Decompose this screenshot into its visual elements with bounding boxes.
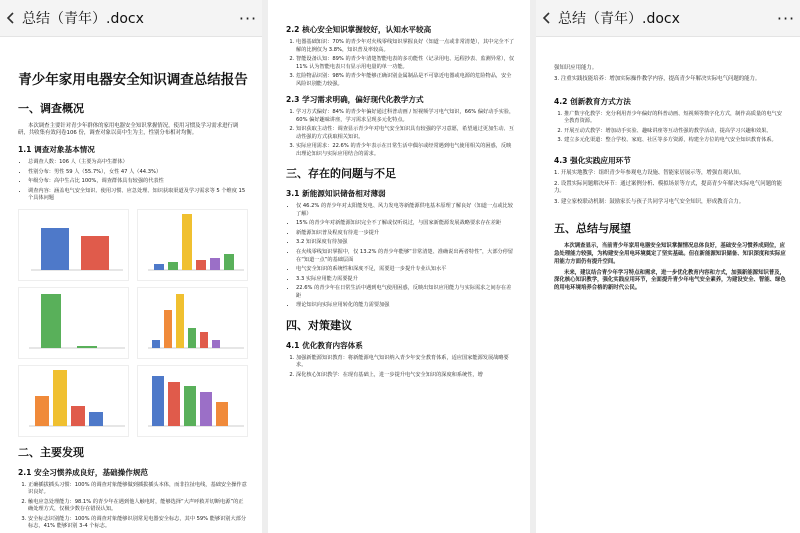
chart-thumbnail-5: [18, 365, 129, 437]
subsection-heading: 2.1 安全习惯养成良好，基础操作规范: [18, 467, 149, 477]
list-item: • 15% 的青少年对新能源知识完全不了解或仅听说过，与国家新能源发展战略要求存在差距: [296, 220, 516, 228]
document-panel-2: [268, 0, 530, 533]
bar: [176, 294, 184, 348]
bar: [224, 254, 234, 270]
paragraph: 3. 注重实践技能培养：增加实际操作教学内容，提高青少年解决实际电气问题的能力。: [554, 75, 761, 82]
paragraph: 本次调查主要针对青少年群体的家用电器安全知识掌握情况，使用习惯及学习需求进行调研，共收集有效问卷106 份，调查对象以高中生为主，性别分布相对均衡。: [18, 122, 239, 137]
bar: [152, 340, 160, 348]
basics-list: [18, 159, 248, 203]
subsection-heading: 2.2 核心安全知识掌握较好，认知水平较高: [286, 25, 432, 34]
bar: [216, 402, 228, 426]
list-item: • 新能源知识普及程度有待进一步提升: [296, 230, 516, 238]
paragraph: 3. 建立家校联动机制：鼓励家长与孩子共同学习电气安全知识，形成教育合力。: [554, 199, 745, 206]
bar: [188, 328, 196, 348]
report-title: 青少年家用电器安全知识调查总结报告: [18, 72, 248, 88]
document-body: [0, 37, 262, 531]
list-item: • 总调查人数：106 人（主要为高中生群体）: [28, 159, 248, 167]
list-item: 1. 电器基础知识：70% 的青少年对火线零线知识掌握良好（知道一点或非常清楚），其中完全不了解的比例仅为 3.8%，知识普及率较高。: [296, 39, 516, 54]
bar: [77, 346, 97, 348]
list-item: 2. 智能设备认知：89% 的青少年清楚智能电表的多功能性（记录用电、远程抄表、监测异常），仅 11% 认为智能电表只有显示用电量的单一功能。: [296, 56, 516, 71]
section-heading: 三、存在的问题与不足: [286, 167, 396, 181]
paragraph: 强知识应用能力。: [554, 65, 598, 71]
list-item: 3. 实际应用需求：22.6% 的青少年表示在日常生活中偶尔或经常遇到电气使用相关的困惑，反映出理论知识与实际应用结合的需求。: [296, 143, 516, 158]
habits-list: [18, 482, 248, 531]
bar: [71, 406, 85, 426]
paragraph: 未来，建议结合青少年学习特点和需求，进一步优化教育内容和方式，加强新能源知识普及，深化核心知识教学，强化实践应用环节，全面提升青少年电气安全素养，为建设安全、智能、绿色的用电环境培养合格的新时代公民。: [554, 269, 786, 292]
list-item: • 年级分布：高中生占比 100%，调查群体具有较强的代表性: [28, 178, 248, 186]
list-item: 3. 安全标志识别能力：100% 的调查对象能够识别常见电器安全标志，其中 59% 能够识别大部分标志，41% 能够识别 3-4 个标志。: [28, 516, 248, 531]
bar: [200, 332, 208, 348]
bar: [184, 386, 196, 426]
more-options-icon[interactable]: ···: [238, 8, 258, 28]
section-heading: 二、主要发现: [18, 445, 84, 459]
bar: [41, 294, 61, 348]
section-heading: 四、对策建议: [286, 318, 352, 332]
subsection-heading: 1.1 调查对象基本情况: [18, 145, 95, 155]
back-button[interactable]: [536, 0, 558, 36]
bar: [196, 260, 206, 270]
chart-thumbnail-4: [137, 287, 248, 359]
bar: [164, 310, 172, 348]
subsection-heading: 3.1 新能源知识储备相对薄弱: [286, 189, 386, 199]
back-button[interactable]: [0, 0, 22, 36]
list-item: • 仅 46.2% 的青少年对太阳能发电、风力发电等新能源供电基本原理了解良好（知道一点或比较了解）: [296, 203, 516, 218]
bar: [210, 258, 220, 270]
list-item: 1. 正确插拔插头习惯：100% 的调查对象能够做到插拔插头本体，而非拉扯电线，基础安全操作意识良好。: [28, 482, 248, 497]
subsection-heading: 4.1 优化教育内容体系: [286, 340, 363, 350]
bar: [41, 228, 69, 270]
list-item: • 3.3 实际应用能力需要提升: [296, 276, 516, 284]
chart-thumbnails: [18, 209, 248, 437]
more-options-icon[interactable]: ···: [776, 8, 796, 28]
chevron-left-icon: [5, 11, 17, 25]
knowledge-list: [286, 39, 516, 88]
chart-thumbnail-6: [137, 365, 248, 437]
bar: [81, 236, 109, 270]
subsection-heading: 4.2 创新教育方式方法: [554, 96, 631, 106]
learning-list: [286, 109, 516, 158]
bar: [154, 264, 164, 270]
chart-thumbnail-1: [18, 209, 129, 281]
bar: [152, 376, 164, 426]
bar: [182, 214, 192, 270]
list-item: • 3.2 知识深度有待加强: [296, 239, 516, 247]
methods-list: [554, 111, 786, 145]
subsection-heading: 4.3 强化实践应用环节: [554, 155, 631, 165]
bar: [212, 340, 220, 348]
section-heading: 五、总结与展望: [554, 222, 631, 236]
bar: [168, 382, 180, 426]
chart-thumbnail-2: [137, 209, 248, 281]
top-bar: [0, 0, 262, 37]
subsection-heading: 2.3 学习需求明确，偏好现代化教学方式: [286, 95, 424, 105]
document-panel-3: [536, 0, 800, 533]
counter-list: [286, 355, 516, 380]
list-item: 2. 开展互动式教学：增加动手实验、趣味讲座等互动性强的教学活动，提高学习兴趣和效果。: [564, 128, 786, 136]
bar: [200, 392, 212, 426]
top-bar: [536, 0, 800, 37]
list-item: 2. 深化核心知识教学：在现有基础上，进一步提升电气安全知识的深度和系统性，增: [296, 372, 516, 380]
list-item: 2. 知识获取主动性：调查显示青少年对电气安全知识具有较强的学习意愿，希望通过更加生动、互动性强的方式获取相关知识。: [296, 126, 516, 141]
paragraph: 2. 设置实际问题解决环节：通过案例分析、模拟场景等方式，提高青少年解决实际电气问题的能力。: [554, 180, 782, 195]
chevron-left-icon: [541, 11, 553, 25]
list-item: 1. 加强新能源知识教育：将新能源电气知识纳入青少年安全教育体系，适应国家能源发展战略要求。: [296, 355, 516, 370]
document-body: [268, 0, 530, 379]
chart-thumbnail-3: [18, 287, 129, 359]
list-item: • 在火线零线知识掌握中，仅 13.2% 的青少年能够“非常清楚、准确说出两者特性”，大部分停留在“知道一点”的基础层面: [296, 249, 516, 264]
list-item: 3. 建立多元化渠道：整合学校、家庭、社区等多方资源，构建全方位的电气安全知识教育体系。: [564, 137, 786, 145]
list-item: 1. 学习方式偏好：84% 的青少年偏好通过科普动画 / 短视频学习电气知识，66% 偏好动手实验，60% 偏好趣味讲座，学习需求呈现多元化特点。: [296, 109, 516, 124]
document-title: 总结（青年）.docx: [22, 11, 144, 27]
list-item: 3. 危险物品识别：98% 的青少年能够正确识别金属制品是不可靠近电器或电源的危险物品，安全风险识别能力较强。: [296, 73, 516, 88]
list-item: • 理论知识向实际应用转化的能力需要加强: [296, 302, 516, 310]
list-item: • 性别分布：男性 59 人（55.7%），女性 47 人（44.3%）: [28, 169, 248, 177]
list-item: • 调查内容：涵盖电气安全知识、使用习惯、应急处理、知识获取渠道及学习需求等 5 个维度 15 个具体问题: [28, 188, 248, 203]
paragraph: 本次调查显示，当前青少年家用电器安全知识掌握情况总体良好，基础安全习惯养成到位，应急处理能力较强，为构建安全用电环境奠定了坚实基础。但在新能源知识储备、知识深度和实际应用能力方面仍有提升空间。: [554, 243, 786, 265]
bar: [89, 412, 103, 426]
bar: [35, 396, 49, 426]
document-panel-1: [0, 0, 262, 533]
document-body: [536, 37, 800, 293]
list-item: • 电气安全知识的系统性和深度不足，需要进一步提升专业认知水平: [296, 266, 516, 274]
list-item: • 22.6% 的青少年在日常生活中遇到电气使用困惑，反映出知识应用能力与实际需求之间存在差距: [296, 285, 516, 300]
bar: [168, 262, 178, 270]
section-heading: 一、调查概况: [18, 101, 84, 115]
bar: [53, 370, 67, 426]
issues-list: [286, 203, 516, 309]
list-item: 2. 触电应急处理能力：98.1% 的青少年在遇到他人触电时，能够选择“大声呼救并切断电源”的正确处理方式，仅极少数存在错误认知。: [28, 499, 248, 514]
paragraph: 1. 开展实地教学：组织青少年参观电力设施、智能家居展示等，增强直观认知。: [554, 169, 745, 176]
document-title: 总结（青年）.docx: [558, 11, 680, 27]
list-item: 1. 推广数字化教学：充分利用青少年偏好的科普动画、短视频等数字化方式，制作高质量的电气安全教育资源。: [564, 111, 786, 126]
